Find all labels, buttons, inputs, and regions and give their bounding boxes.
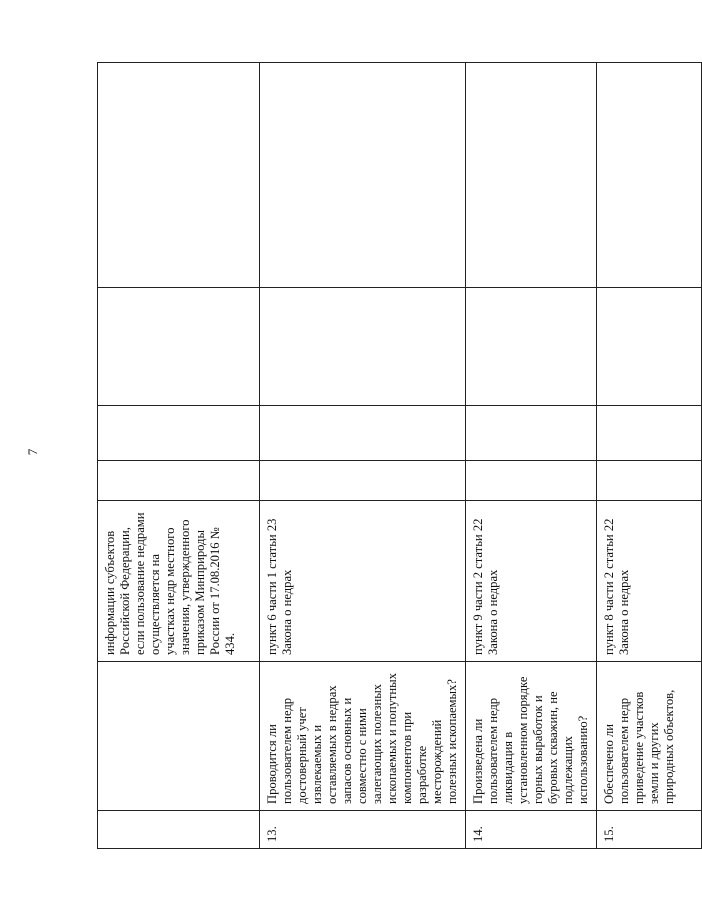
note-cell	[98, 63, 260, 288]
answer-cell-yes	[597, 461, 702, 501]
table-row	[597, 63, 702, 849]
answer-cell-no	[98, 406, 260, 461]
table-row	[260, 63, 466, 849]
question-cell	[98, 662, 260, 811]
question-cell: Произведена ли пользователем недр ликвидация в установленном порядке горных выработок и буровых скважин, не подлежащих использованию?	[466, 662, 597, 811]
question-cell: Обеспечено ли пользователем недр приведение участков земли и других природных объектов,	[597, 662, 702, 811]
answer-cell-na	[466, 288, 597, 406]
answer-cell-na	[597, 288, 702, 406]
reference-cell: пункт 8 части 2 статьи 22 Закона о недрах	[597, 501, 702, 662]
reference-cell: пункт 9 части 2 статьи 22 Закона о недрах	[466, 501, 597, 662]
answer-cell-no	[466, 406, 597, 461]
row-number-cell: 15.	[597, 811, 702, 849]
checklist-table-rotated	[97, 63, 676, 849]
note-cell	[466, 63, 597, 288]
answer-cell-no	[260, 406, 466, 461]
checklist-table	[97, 62, 702, 849]
answer-cell-yes	[466, 461, 597, 501]
table-row	[98, 63, 260, 849]
reference-cell: информации субъектов Российской Федерации, если пользование недрами осуществляется на участках недр местного значения, утвержденного приказом Минприроды России от 17.08.2016 № 434.	[98, 501, 260, 662]
note-cell	[260, 63, 466, 288]
answer-cell-na	[98, 288, 260, 406]
page-number: 7	[25, 448, 40, 456]
answer-cell-yes	[260, 461, 466, 501]
answer-cell-no	[597, 406, 702, 461]
answer-cell-na	[260, 288, 466, 406]
table-row	[466, 63, 597, 849]
row-number-cell: 13.	[260, 811, 466, 849]
reference-cell: пункт 6 части 1 статьи 23 Закона о недрах	[260, 501, 466, 662]
row-number-cell	[98, 811, 260, 849]
note-cell	[597, 63, 702, 288]
row-number-cell: 14.	[466, 811, 597, 849]
answer-cell-yes	[98, 461, 260, 501]
question-cell: Проводится ли пользователем недр достоверный учет извлекаемых и оставляемых в недрах запасов основных и совместно с ними залегающих полезных ископаемых и попутных компонентов при разработке месторождений полезных ископаемых?	[260, 662, 466, 811]
